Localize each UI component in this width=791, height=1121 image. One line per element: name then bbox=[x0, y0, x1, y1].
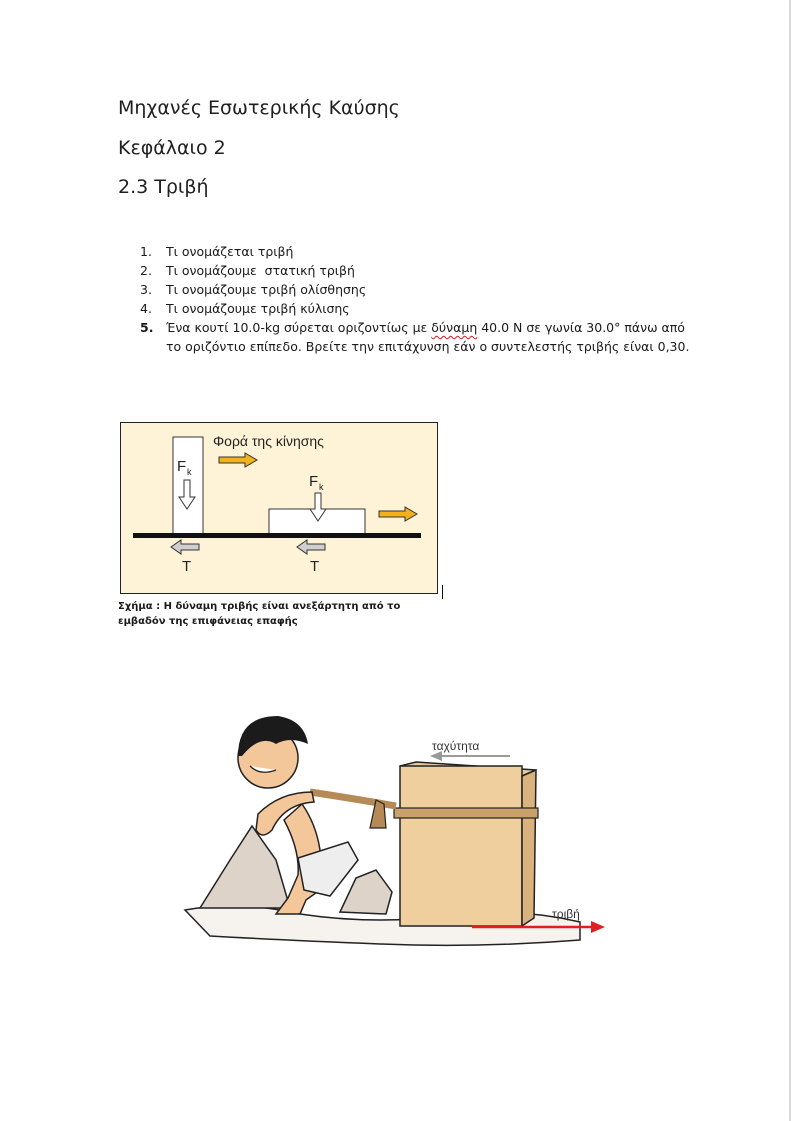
rock-shape bbox=[340, 870, 392, 914]
list-number: 4. bbox=[140, 301, 152, 316]
chapter-heading: Κεφάλαιο 2 bbox=[118, 137, 226, 159]
man-pulling-box-illustration bbox=[180, 700, 610, 980]
motion-arrow-icon bbox=[379, 507, 417, 521]
box-side bbox=[522, 770, 536, 926]
friction-arrow-icon bbox=[171, 540, 199, 554]
rock-shape bbox=[200, 826, 290, 908]
question-text: Τι ονομάζουμε τριβή ολίσθησης bbox=[166, 282, 367, 297]
list-item bbox=[140, 299, 700, 318]
motion-direction-label: Φορά της κίνησης bbox=[213, 433, 324, 449]
friction-illustration bbox=[180, 700, 610, 980]
rope-band bbox=[394, 808, 538, 818]
force-subscript: k bbox=[319, 482, 324, 492]
question-text: Τι ονομάζουμε τριβή κύλισης bbox=[166, 301, 350, 316]
question-text-end: 40.0 N σε γωνία 30.0° πάνω από το οριζόντιο επίπεδο. Βρείτε την επιτάχυνση εάν ο συντελεστής τριβής είναι 0,30. bbox=[166, 320, 690, 354]
motion-arrow-icon bbox=[219, 453, 257, 467]
velocity-label: ταχύτητα bbox=[432, 739, 480, 753]
friction-arrow-icon bbox=[297, 540, 325, 554]
friction-area-figure bbox=[120, 422, 438, 594]
list-number: 2. bbox=[140, 263, 152, 278]
section-heading: 2.3 Τριβή bbox=[118, 176, 209, 198]
question-text: Τι ονομάζεται τριβή bbox=[166, 244, 294, 259]
list-number: 1. bbox=[140, 244, 152, 259]
list-item bbox=[140, 318, 700, 356]
list-item bbox=[140, 261, 700, 280]
document-title: Μηχανές Εσωτερικής Καύσης bbox=[118, 97, 400, 119]
figure-caption: Σχήμα : Η δύναμη τριβής είναι ανεξάρτητη από το εμβαδόν της επιφάνειας επαφής bbox=[118, 601, 401, 627]
ground-surface bbox=[133, 533, 421, 538]
crate-box bbox=[400, 766, 522, 926]
list-item bbox=[140, 242, 700, 261]
spellcheck-marked-word[interactable]: δύναμη bbox=[431, 320, 478, 335]
friction-label: T bbox=[182, 558, 192, 575]
force-subscript: k bbox=[187, 467, 192, 477]
force-label: F bbox=[309, 473, 319, 490]
list-item bbox=[140, 280, 700, 299]
friction-label: τριβή bbox=[552, 907, 580, 921]
list-number: 5. bbox=[140, 320, 154, 335]
force-label: F bbox=[177, 458, 187, 475]
friction-label: T bbox=[310, 558, 320, 575]
question-text-start: Ένα κουτί 10.0-kg σύρεται οριζοντίως με bbox=[166, 320, 432, 335]
list-number: 3. bbox=[140, 282, 152, 297]
text-cursor bbox=[442, 585, 443, 599]
questions-list bbox=[140, 242, 700, 356]
question-text: Τι ονομάζουμε στατική τριβή bbox=[166, 263, 355, 278]
friction-diagram bbox=[121, 423, 437, 593]
